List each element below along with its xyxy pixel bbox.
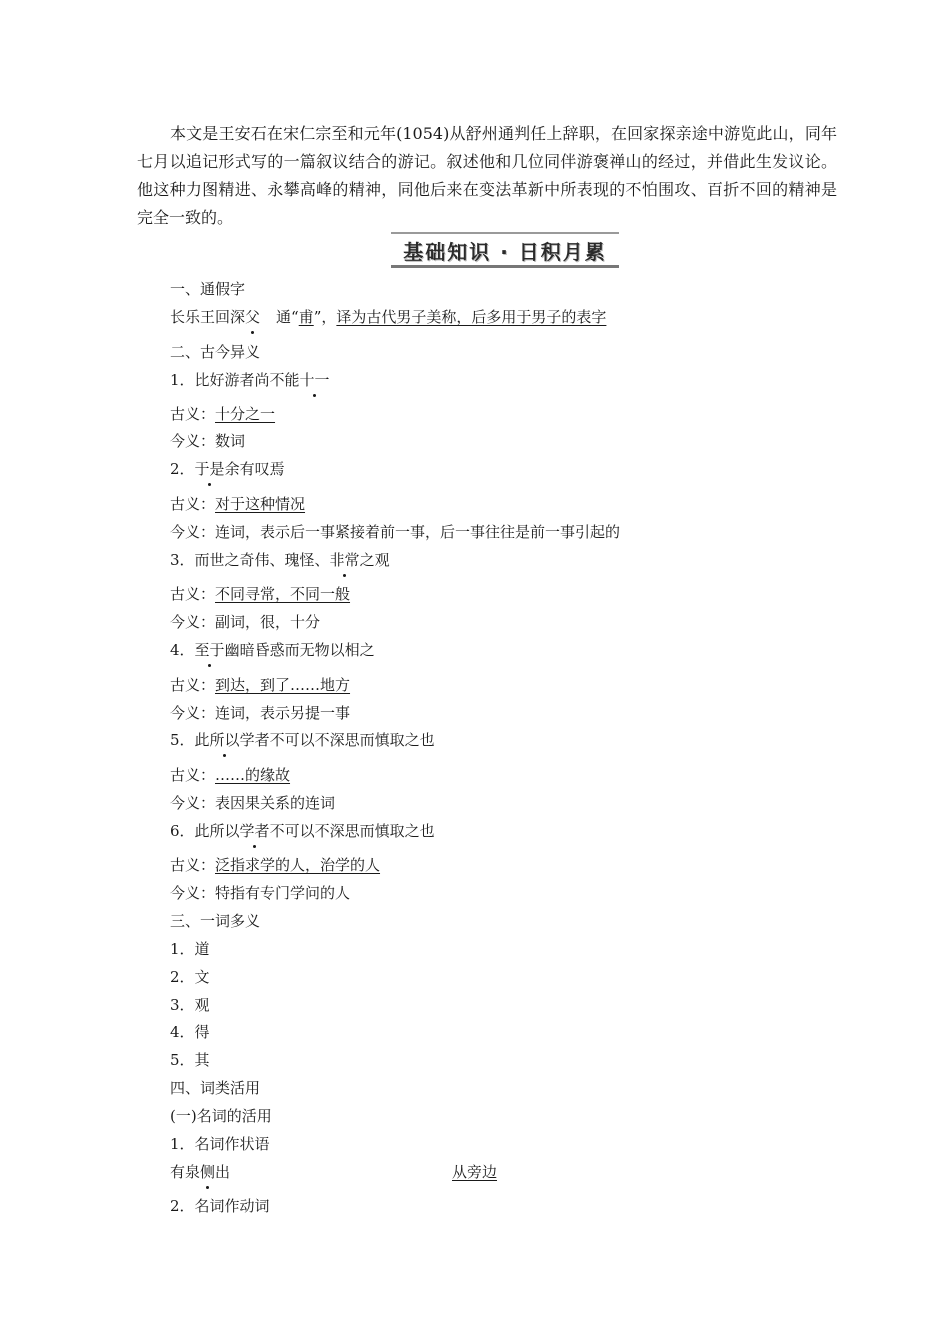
gu-meaning: ……的缘故 (215, 766, 291, 784)
gu-meaning: 不同寻常，不同一般 (215, 585, 351, 603)
emphasized-word: 至于 (194, 641, 225, 659)
section-banner (391, 232, 619, 268)
sentence-text: 不可以不深思而慎取之也 (269, 822, 435, 840)
intro-paragraph: 本文是王安石在宋仁宗至和元年(1054)从舒州通判任上辞职，在回家探亲途中游览此山，同年七月以追记形式写的一篇叙议结合的游记。叙述他和几位同伴游褒禅山的经过，并借此生发议论。他这种力图精进、永攀高峰的精神，同他后来在变法革新中所表现的不怕围攻、百折不回的精神是完全一致的。 (137, 124, 837, 227)
gujin-item-jin (170, 793, 335, 813)
sentence-text: 4． (170, 641, 195, 659)
gujin-item-sentence (170, 459, 285, 479)
gu-label: 古义： (170, 676, 216, 694)
sentence-text: 幽暗昏惑而无物以相之 (224, 641, 375, 659)
gujin-item-sentence (170, 370, 330, 390)
sentence-text: 余有叹焉 (224, 460, 285, 478)
sentence-text: 有泉 (170, 1163, 201, 1181)
gu-meaning: 泛指求学的人，治学的人 (215, 856, 381, 874)
gujin-item-jin (170, 703, 350, 723)
entry-text: 通“ (276, 308, 299, 326)
banner-top-rule (391, 232, 619, 234)
gujin-item-gu (170, 855, 380, 875)
example-entry (170, 1162, 570, 1182)
jin-meaning: 特指有专门学问的人 (215, 884, 351, 902)
emphasized-word: 十一 (299, 371, 330, 389)
gujin-item-sentence (170, 640, 375, 660)
gujin-item-gu (170, 675, 350, 695)
jin-label: 今义： (170, 704, 216, 722)
jin-meaning: 连词，表示另提一事 (215, 704, 351, 722)
gujin-item-sentence (170, 821, 435, 841)
subheading: 2．名词作动词 (170, 1197, 270, 1215)
jin-meaning: 连词，表示后一事紧接着前一事，后一事往往是前一事引起的 (215, 523, 621, 541)
jin-label: 今义： (170, 794, 216, 812)
jin-label: 今义： (170, 523, 216, 541)
gu-meaning: 对于这种情况 (215, 495, 306, 513)
gujin-item-jin (170, 431, 245, 451)
emphasized-word: 非常 (329, 551, 360, 569)
sentence-text: 5．此 (170, 731, 210, 749)
emphasized-word: 所以 (209, 731, 240, 749)
jin-meaning: 表因果关系的连词 (215, 794, 336, 812)
entry-text: ”， (313, 308, 337, 326)
jin-meaning: 副词，很，十分 (215, 613, 321, 631)
gujin-item-jin (170, 522, 620, 542)
sentence-text: 2． (170, 460, 195, 478)
subheading: 1．名词作状语 (170, 1135, 270, 1153)
list-item: 5．其 (170, 1051, 210, 1069)
heading-gujinyiyi: 二、古今异义 (170, 343, 261, 361)
gujin-item-gu (170, 765, 290, 785)
sentence-text: 3．而世之奇伟、瑰怪、 (170, 551, 330, 569)
gujin-item-sentence (170, 730, 435, 750)
gu-meaning: 十分之一 (215, 405, 276, 423)
sentence-text: 学者不可以不深思而慎取之也 (239, 731, 435, 749)
list-item: 2．文 (170, 968, 210, 986)
tongjiazi-entry (170, 307, 606, 327)
intro-paragraph-block (137, 120, 837, 232)
entry-definition: 译为古代男子美称，后多用于男子的表字 (336, 308, 607, 326)
gu-label: 古义： (170, 405, 216, 423)
gujin-item-gu (170, 404, 275, 424)
gujin-item-sentence (170, 550, 390, 570)
example-definition (452, 1162, 497, 1182)
entry-text: 长乐王回深 (170, 308, 246, 326)
emphasized-word: 学者 (239, 822, 270, 840)
heading-cileihuoyong: 四、词类活用 (170, 1079, 261, 1097)
gujin-item-jin (170, 612, 320, 632)
subheading: (一)名词的活用 (170, 1107, 272, 1125)
jin-label: 今义： (170, 432, 216, 450)
gu-label: 古义： (170, 585, 216, 603)
sentence-text: 之观 (359, 551, 390, 569)
heading-yiciduoyi: 三、一词多义 (170, 912, 261, 930)
gu-label: 古义： (170, 856, 216, 874)
emphasized-word: 于是 (194, 460, 225, 478)
entry-text: 甫 (298, 308, 314, 326)
emphasized-char: 侧 (200, 1163, 216, 1181)
sentence-text: 1．比好游者尚不能 (170, 371, 300, 389)
sentence-text: 出 (215, 1163, 231, 1181)
jin-meaning: 数词 (215, 432, 246, 450)
gujin-item-gu (170, 494, 305, 514)
heading-tongjiazi: 一、通假字 (170, 280, 246, 298)
list-item: 1．道 (170, 940, 210, 958)
list-item: 3．观 (170, 996, 210, 1014)
emphasized-char: 父 (245, 308, 261, 326)
definition-text: 从旁边 (452, 1163, 498, 1181)
banner-title: 基础知识 · 日积月累 (403, 240, 607, 264)
gujin-item-gu (170, 584, 350, 604)
gu-meaning: 到达，到了……地方 (215, 676, 351, 694)
gu-label: 古义： (170, 495, 216, 513)
list-item: 4．得 (170, 1023, 210, 1041)
gujin-item-jin (170, 883, 350, 903)
jin-label: 今义： (170, 884, 216, 902)
gu-label: 古义： (170, 766, 216, 784)
jin-label: 今义： (170, 613, 216, 631)
banner-bottom-rule (391, 265, 619, 268)
sentence-text: 6．此所以 (170, 822, 240, 840)
